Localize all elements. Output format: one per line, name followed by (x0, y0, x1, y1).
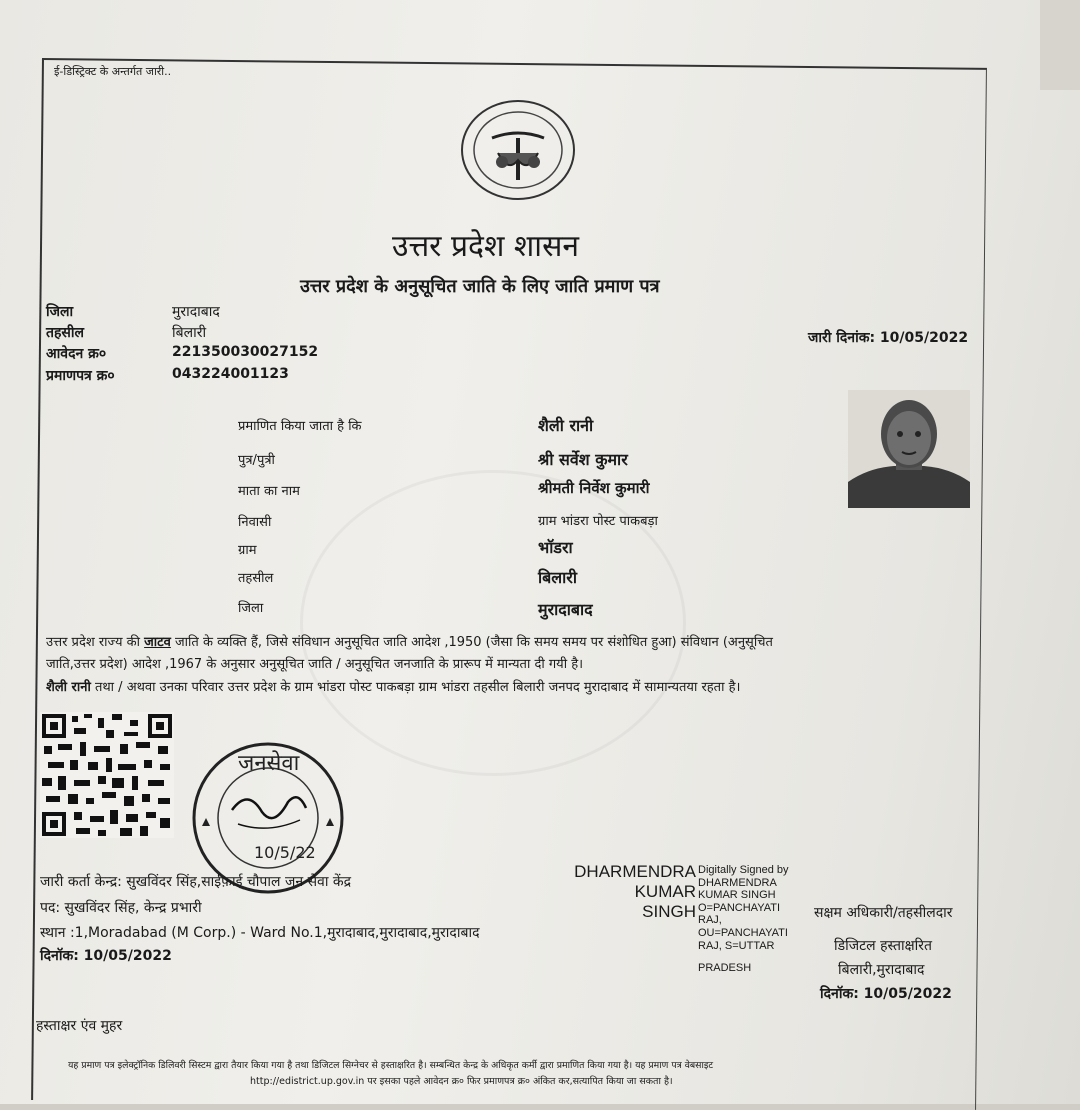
application-value: 221350030027152 (172, 344, 319, 360)
detail-value: बिलारी (538, 568, 577, 587)
district-value: मुरादाबाद (172, 304, 220, 320)
certificate-no-label: प्रमाणपत्र क्र० (46, 368, 115, 384)
authority-title: सक्षम अधिकारी/तहसीलदार (814, 905, 953, 921)
government-heading: उत्तर प्रदेश शासन (392, 229, 580, 264)
issuing-center: जारी कर्ता केन्द्र: सुखविंदर सिंह,साईफ़ाई चौपाल जन सेवा केंद्र (40, 874, 352, 890)
issuer-date: दिनॉक: 10/05/2022 (40, 948, 172, 964)
signer-name-line: KUMAR (634, 882, 696, 901)
signer-name-line: DHARMENDRA (574, 862, 696, 881)
digital-sign-line: O=PANCHAYATI (698, 901, 781, 914)
detail-value: श्रीमती निर्वेश कुमारी (538, 479, 650, 497)
detail-label: तहसील (238, 571, 274, 586)
body-text: तथा / अथवा उनका परिवार उत्तर प्रदेश के ग्राम भांडरा पोस्ट पाकबड़ा ग्राम भांडरा तहसील बिलारी जनपद मुरादाबाद में सामान्यतया रहता है। (90, 680, 741, 695)
digital-sign-line: KUMAR SINGH (698, 889, 776, 902)
footer-line-1: यह प्रमाण पत्र इलेक्ट्रॉनिक डिलिवरी सिस्टम द्वारा तैयार किया गया है तथा डिजिटल सिग्नेचर से हस्ताक्षरित है। सम्बन्धित केन्द्र के अधिकृत कर्मी द्वारा प्रमाणित किया गया है। यह प्रमाण पत्र वेबसाइट (68, 1060, 714, 1071)
stamp-date: 10/5/22 (254, 843, 316, 862)
detail-label: जिला (238, 601, 264, 616)
certificate-title: उत्तर प्रदेश के अनुसूचित जाति के लिए जाति प्रमाण पत्र (300, 276, 660, 297)
authority-place: बिलारी,मुरादाबाद (838, 962, 925, 978)
tehsil-value: बिलारी (172, 325, 207, 341)
body-text: उत्तर प्रदेश राज्य की (46, 635, 145, 650)
detail-value: भॉडरा (538, 538, 573, 557)
edistrict-note: ई-डिस्ट्रिक्ट के अन्तर्गत जारी.. (54, 65, 172, 78)
body-line-2: जाति,उत्तर प्रदेश) आदेश ,1967 के अनुसार अनुसूचित जाति / अनुसूचित जनजाति के प्रारूप में मान्यता दी गयी है। (46, 657, 584, 672)
digital-sign-line: Digitally Signed by (698, 864, 789, 876)
digital-sign-line: DHARMENDRA (698, 876, 777, 889)
digital-sign-line: RAJ, (698, 914, 722, 927)
applicant-photo (848, 390, 970, 508)
authority-digital: डिजिटल हस्ताक्षरित (834, 938, 932, 954)
qr-code (40, 712, 174, 838)
footer-line-2: http://edistrict.up.gov.in पर इसका पहले आवेदन क्र० फिर प्रमाणपत्र क्र० अंकित कर,सत्यापित किया जा सकता है। (250, 1076, 673, 1087)
signer-name (556, 862, 696, 922)
digital-sign-line: OU=PANCHAYATI (698, 926, 788, 939)
signature-seal-label: हस्ताक्षर एंव मुहर (36, 1018, 123, 1034)
detail-value: ग्राम भांडरा पोस्ट पाकबड़ा (538, 514, 658, 529)
digital-sign-line: RAJ, S=UTTAR (698, 939, 775, 952)
detail-value: मुरादाबाद (538, 600, 593, 619)
digital-sign-line: PRADESH (698, 962, 752, 975)
body-line-1 (46, 632, 773, 650)
certificate-no-value: 043224001123 (172, 366, 289, 382)
background-edge (1040, 0, 1080, 90)
caste-name: जाटव (144, 635, 171, 650)
stamp-top-text: जनसेवा (238, 751, 300, 776)
detail-label: निवासी (238, 515, 272, 530)
detail-value: श्री सर्वेश कुमार (538, 450, 628, 469)
application-label: आवेदन क्र० (46, 346, 107, 362)
signer-name-line: SINGH (642, 902, 696, 921)
body-line-3 (46, 677, 740, 695)
detail-label: प्रमाणित किया जाता है कि (238, 419, 362, 434)
detail-label: पुत्र/पुत्री (238, 453, 275, 468)
body-text: जाति के व्यक्ति हैं, जिसे संविधान अनुसूचित जाति आदेश ,1950 (जैसा कि समय समय पर संशोधित हुआ) संविधान (अनुसूचित (170, 635, 773, 650)
detail-label: माता का नाम (238, 484, 300, 499)
district-label: जिला (46, 304, 74, 320)
up-government-emblem (458, 98, 578, 202)
digital-signature-details (698, 864, 789, 975)
issue-date: जारी दिनांक: 10/05/2022 (808, 330, 969, 346)
tehsil-label: तहसील (46, 325, 84, 341)
applicant-name: शैली रानी (46, 680, 91, 695)
detail-value: शैली रानी (538, 416, 594, 435)
issuer-place: स्थान :1,Moradabad (M Corp.) - Ward No.1,मुरादाबाद,मुरादाबाद,मुरादाबाद (40, 925, 480, 941)
issuer-post: पद: सुखविंदर सिंह, केन्द्र प्रभारी (40, 900, 202, 916)
authority-date: दिनॉक: 10/05/2022 (820, 986, 952, 1002)
detail-label: ग्राम (238, 543, 257, 558)
